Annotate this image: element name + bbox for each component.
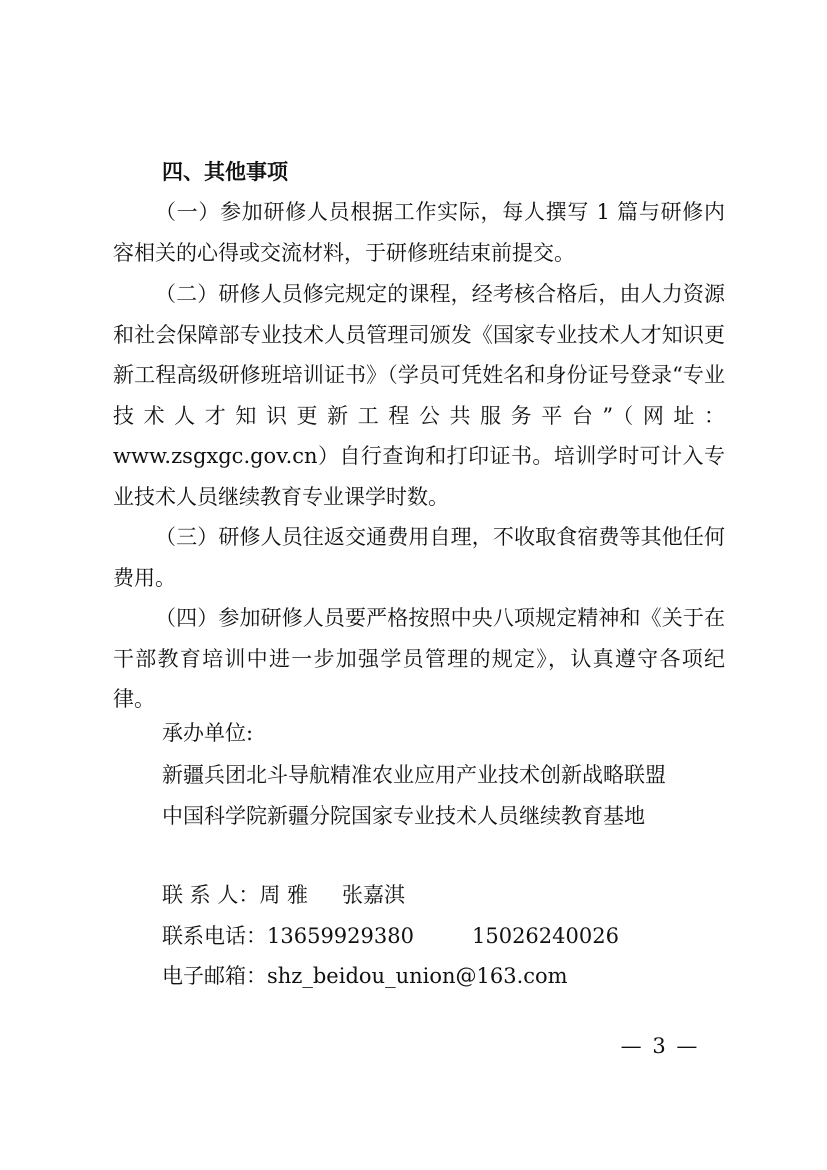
paragraph-3: （三）研修人员往返交通费用自理，不收取食宿费等其他任何费用。 [113, 525, 725, 590]
section-title: 四、其他事项 [162, 159, 288, 184]
paragraph-2: （二）研修人员修完规定的课程，经考核合格后，由人力资源和社会保障部专业技术人员管理司颁发《国家专业技术人才知识更新工程高级研修班培训证书》（学员可凭姓名和身份证号登录“专业技术人才知识更新工程公共服务平台”（网址：www.zsgxgc.gov.cn）自行查询和打印证书。培训学时可计入专业技术人员继续教育专业课学时数。 [113, 282, 725, 509]
organizer-unit-2: 中国科学院新疆分院国家专业技术人员继续教育基地 [162, 804, 645, 828]
paragraph-4: （四）参加研修人员要严格按照中央八项规定精神和《关于在干部教育培训中进一步加强学员管理的规定》，认真遵守各项纪律。 [113, 606, 725, 711]
page-number: — 3 — [620, 1034, 700, 1058]
contact-email-line [162, 957, 568, 995]
organizer-label: 承办单位: [162, 721, 254, 745]
organizer-unit-1: 新疆兵团北斗导航精准农业应用产业技术创新战略联盟 [162, 763, 666, 787]
contact-phone-label: 联系电话： [162, 924, 267, 948]
paragraph-1: （一）参加研修人员根据工作实际，每人撰写 1 篇与研修内容相关的心得或交流材料，于研修班结束前提交。 [113, 200, 725, 265]
contact-person-line [162, 876, 405, 914]
contact-person-1: 周 雅 [259, 883, 309, 907]
contact-email-label: 电子邮箱： [162, 964, 267, 988]
contact-person-2: 张嘉淇 [342, 883, 406, 907]
contact-phone-1: 13659929380 [267, 924, 414, 948]
contact-email: shz_beidou_union@163.com [267, 964, 568, 988]
contact-phone-line [162, 917, 619, 955]
contact-person-label: 联 系 人： [162, 883, 260, 907]
contact-phone-2: 15026240026 [471, 924, 619, 948]
